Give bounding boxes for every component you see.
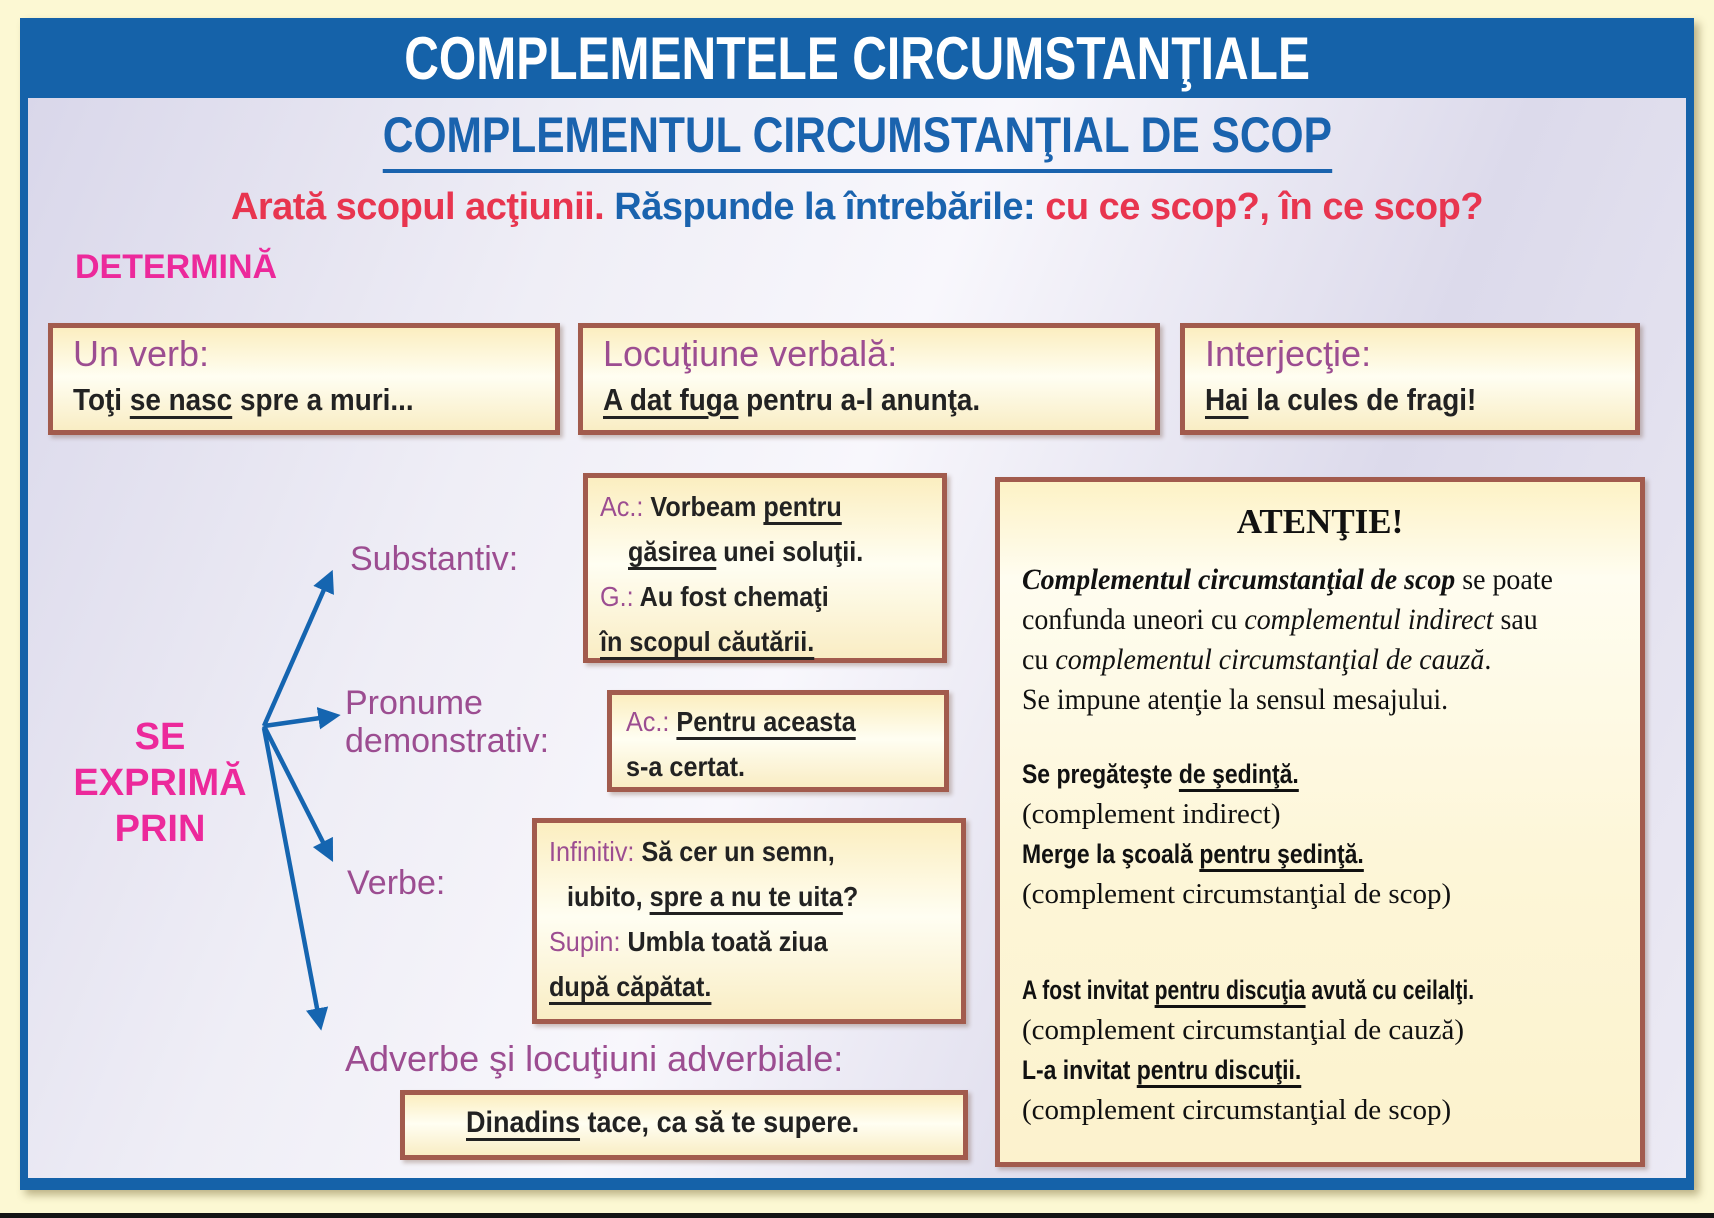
label-adverbe: Adverbe şi locuţiuni adverbiale:: [345, 1038, 844, 1079]
substantiv-line3: G.: Au fost chemaţi: [600, 581, 829, 612]
substantiv-line2: găsirea unei soluţii.: [628, 536, 864, 567]
box-interjectie-label: Interjecţie:: [1205, 333, 1372, 374]
pronume-line1: Ac.: Pentru aceasta: [626, 706, 856, 737]
box-un-verb-example: Toţi se nasc spre a muri...: [73, 382, 414, 417]
page-subtitle: COMPLEMENTUL CIRCUMSTANŢIAL DE SCOP: [382, 106, 1331, 173]
page-title: COMPLEMENTELE CIRCUMSTANŢIALE: [404, 24, 1310, 92]
atentie-title: ATENŢIE!: [1236, 502, 1404, 541]
box-locutiune-verbala: [578, 323, 1160, 435]
definition-line: [28, 186, 1686, 229]
box-locutiune-example: A dat fuga pentru a-l anunţa.: [603, 382, 981, 417]
box-pronume-example: [607, 690, 949, 792]
example-2: Merge la şcoală pentru şedinţă.: [1022, 839, 1364, 869]
atentie-example-group-2: [1022, 970, 1618, 1130]
box-locutiune-label: Locuţiune verbală:: [603, 333, 898, 374]
example-3-note: (complement circumstanţial de cauză): [1022, 1014, 1465, 1046]
atentie-example-group-1: [1022, 754, 1618, 914]
verbe-line2: iubito, spre a nu te uita?: [567, 881, 859, 912]
header-band: [20, 18, 1694, 98]
verbe-line3: Supin: Umbla toată ziua: [549, 926, 828, 957]
box-un-verb-label: Un verb:: [73, 333, 210, 374]
example-4: L-a invitat pentru discuţii.: [1022, 1055, 1302, 1085]
example-2-note: (complement circumstanţial de scop): [1022, 878, 1452, 910]
example-1: Se pregăteşte de şedinţă.: [1022, 759, 1299, 789]
box-interjectie: [1180, 323, 1640, 435]
label-verbe: Verbe:: [347, 864, 446, 902]
adverbe-line: Dinadins tace, ca să te supere.: [465, 1106, 859, 1139]
box-interjectie-example: Hai la cules de fragi!: [1205, 382, 1477, 417]
substantiv-line4: în scopul căutării.: [600, 626, 815, 657]
example-4-note: (complement circumstanţial de scop): [1022, 1094, 1452, 1126]
definition-part2: Răspunde la întrebările:: [604, 186, 1046, 228]
label-substantiv: Substantiv:: [350, 540, 519, 578]
se-exprima-prin-label: SE EXPRIMĂ PRIN: [73, 716, 247, 850]
example-1-note: (complement indirect): [1022, 798, 1281, 830]
box-verbe-examples: [532, 818, 966, 1024]
definition-part3: cu ce scop?, în ce scop?: [1045, 186, 1484, 228]
box-substantiv-examples: [583, 473, 947, 663]
verbe-line1: Infinitiv: Să cer un semn,: [549, 836, 835, 867]
atentie-paragraph: Complementul circumstanţial de scop se poate confunda uneori cu complementul indirect sau cu complementul circumstanţial de cauză. Se impune atenţie la sensul mesajului.: [1022, 563, 1553, 716]
example-3: A fost invitat pentru discuţia avută cu ceilalţi.: [1022, 975, 1475, 1005]
pronume-line2: s-a certat.: [626, 751, 746, 782]
definition-part1: Arată scopul acţiunii.: [230, 186, 605, 228]
poster-bottom-edge: [0, 1213, 1714, 1218]
determina-label: DETERMINĂ: [75, 248, 278, 286]
verbe-line4: după căpătat.: [549, 971, 712, 1002]
label-pronume-demonstrativ: Pronume demonstrativ:: [345, 684, 550, 760]
atentie-box: [995, 477, 1645, 1167]
box-un-verb: [48, 323, 560, 435]
box-adverbe-example: [400, 1090, 968, 1160]
subtitle-row: [28, 106, 1686, 173]
substantiv-line1: Ac.: Vorbeam pentru: [600, 491, 842, 522]
